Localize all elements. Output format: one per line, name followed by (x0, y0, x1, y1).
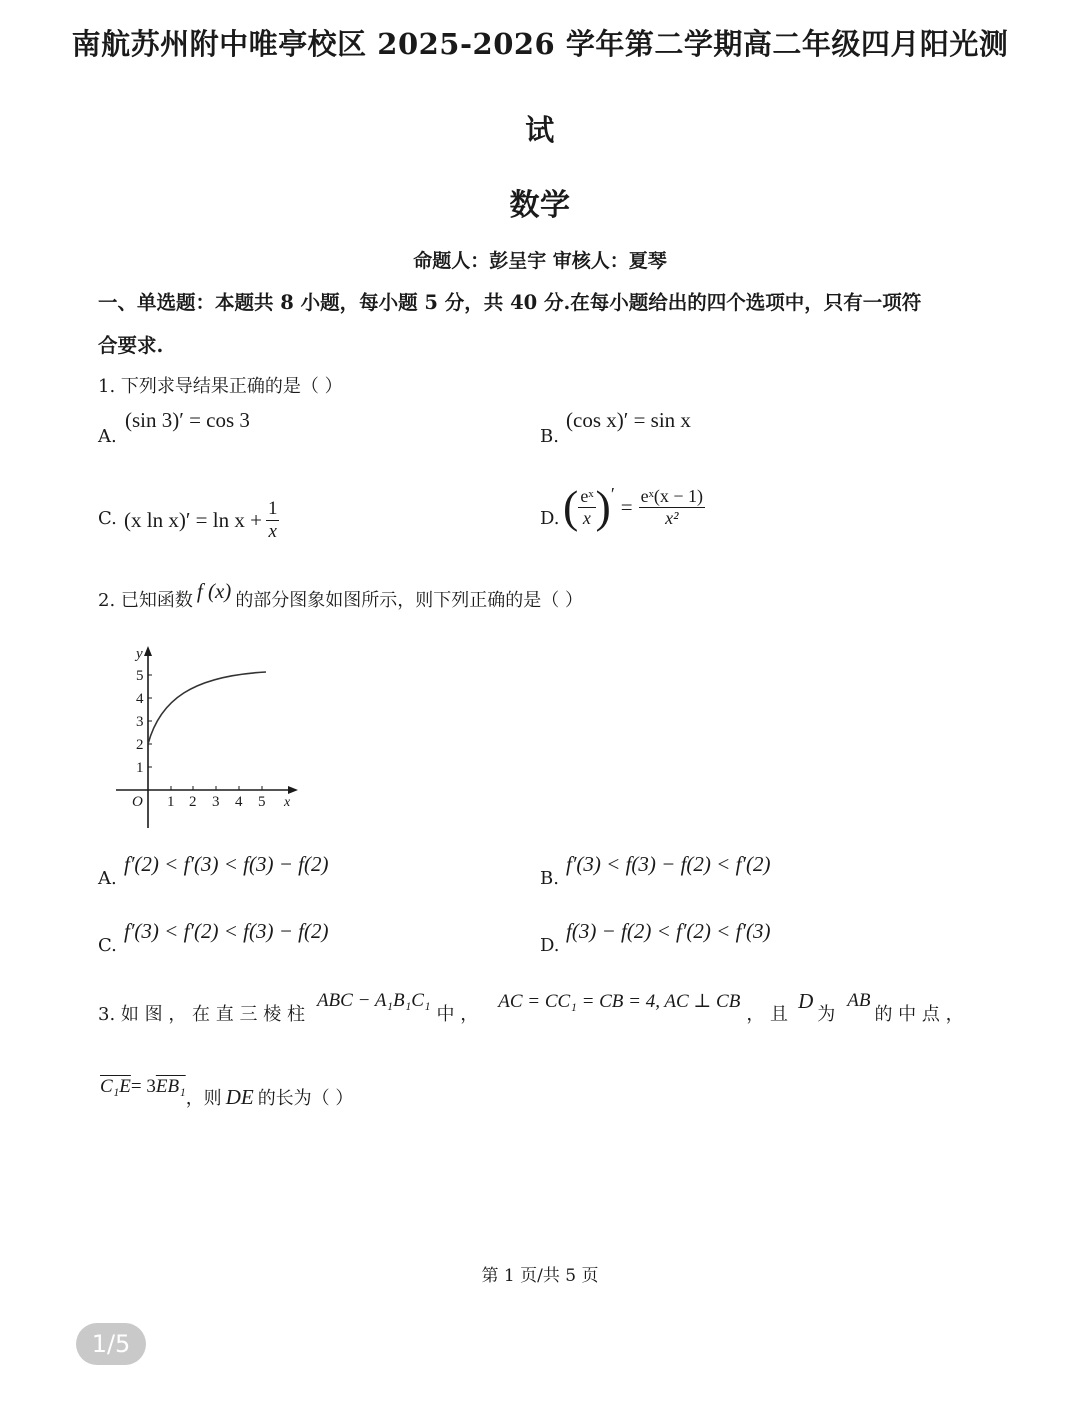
q1-stem: 1. 下列求导结果正确的是（ ） (98, 376, 343, 397)
q1-d-frac1 (578, 486, 595, 529)
x-tick-3: 3 (212, 794, 220, 810)
q1-option-b-label: B. (540, 426, 559, 447)
q3-l2-a: ，则 (185, 1088, 222, 1109)
y-tick-5: 5 (136, 668, 144, 684)
q2-option-d-label: D. (540, 935, 560, 956)
q3-line2 (100, 1074, 354, 1109)
q1-option-a-label: A. (98, 426, 117, 447)
q1-d-frac1-den: x (582, 507, 591, 528)
q1-option-b-formula: (cos x)′ = sin x (566, 408, 691, 432)
tick-marks (148, 675, 262, 790)
y-tick-3: 3 (136, 714, 144, 730)
authors-line: 命题人：彭呈宇 审核人：夏琴 (413, 250, 667, 272)
q3-vector-c1e: C₁E (100, 1076, 131, 1097)
q2-stem-fx: f (x) (196, 578, 232, 603)
section-heading-line2: 合要求. (98, 334, 164, 357)
q1-c-frac-den: x (268, 521, 277, 542)
q1-option-d-label: D. (540, 508, 560, 529)
q3-vector-eb1: EB₁ (155, 1076, 186, 1097)
q2-option-c-label: C. (98, 935, 117, 956)
q3-eq: = 3 (130, 1076, 156, 1097)
q3-segment-ab: AB (847, 990, 871, 1011)
exam-title-line2: 试 (525, 113, 555, 147)
q2-option-d-formula: f(3) − f(2) < f′(2) < f′(3) (566, 919, 771, 943)
q3-l1-e: 的 中 点 ， (874, 1004, 964, 1025)
page-indicator[interactable]: 1/5 (76, 1323, 146, 1365)
q3-l1-d: 为 (817, 1004, 836, 1025)
q2-option-a-formula: f′(2) < f′(3) < f(3) − f(2) (124, 852, 329, 876)
y-tick-1: 1 (136, 760, 144, 776)
q2-option-c-formula: f′(3) < f′(2) < f(3) − f(2) (124, 919, 329, 943)
q3-condition: AC = CC₁ = CB = 4, AC ⊥ CB (498, 990, 741, 1012)
q1-c-frac-num: 1 (267, 498, 278, 519)
q1-c-left: (x ln x)′ = ln x + (124, 508, 262, 532)
q3-point-d: D (798, 988, 814, 1013)
q3-l1-b: 中 ， (436, 1004, 479, 1025)
x-tick-5: 5 (258, 794, 266, 810)
q2-option-b-label: B. (540, 868, 559, 889)
x-tick-2: 2 (189, 794, 197, 810)
q1-option-d-formula: ( $\frac{\text{eˣ}}{x}$ ) ′ = $\frac{\text{eˣ(x − 1)}}{\text{x²}}$ (563, 481, 703, 532)
q1-option-c-formula (124, 498, 279, 543)
function-graph (112, 640, 312, 830)
q1-option-a-formula: (sin 3)′ = cos 3 (125, 408, 250, 432)
q2-stem-right: 的部分图象如图所示，则下列正确的是（ ） (235, 590, 584, 611)
q3-prism: ABC − A₁B₁C₁ (316, 990, 431, 1011)
graph-origin: O (132, 794, 143, 810)
q2-option-b-formula: f′(3) < f(3) − f(2) < f′(2) (566, 852, 771, 876)
x-axis-arrow (288, 786, 298, 794)
q2-stem (98, 578, 584, 612)
y-tick-4: 4 (136, 691, 144, 707)
q1-d-eq: = (620, 494, 633, 519)
function-curve (148, 672, 266, 744)
q1-d-frac2 (639, 486, 705, 529)
q2-option-a-label: A. (98, 868, 117, 889)
q1-d-frac2-den: x² (665, 507, 679, 528)
section-heading-line1: 一、单选题：本题共 8 小题，每小题 5 分，共 40 分.在每小题给出的四个选项中，只有一项符 (98, 291, 922, 314)
q1-d-frac1-num: eˣ (580, 485, 594, 506)
q3-l1-c: ， 且 (746, 1004, 789, 1025)
q3-line1 (98, 988, 964, 1025)
exam-title-line1: 南航苏州附中唯亭校区 2025-2026 学年第二学期高二年级四月阳光测 (71, 27, 1009, 61)
graph-y-label: y (136, 646, 143, 662)
graph-x-label: x (284, 795, 291, 810)
q1-d-prime: ′ (610, 484, 615, 504)
q1-c-fraction (266, 498, 280, 543)
subject-title: 数学 (509, 188, 571, 223)
x-tick-1: 1 (167, 794, 175, 810)
y-axis-arrow (144, 646, 152, 656)
q1-option-c-label: C. (98, 508, 117, 529)
q3-l1-a: 3. 如 图 ， 在 直 三 棱 柱 (98, 1004, 305, 1025)
q2-stem-left: 2. 已知函数 (98, 590, 193, 611)
q1-d-frac2-num: eˣ(x − 1) (640, 485, 703, 506)
q3-l2-b: 的长为（ ） (257, 1088, 354, 1109)
y-tick-2: 2 (136, 737, 144, 753)
q3-segment-de: DE (225, 1084, 254, 1109)
x-tick-4: 4 (235, 794, 243, 810)
page-number: 第 1 页/共 5 页 (481, 1266, 599, 1286)
